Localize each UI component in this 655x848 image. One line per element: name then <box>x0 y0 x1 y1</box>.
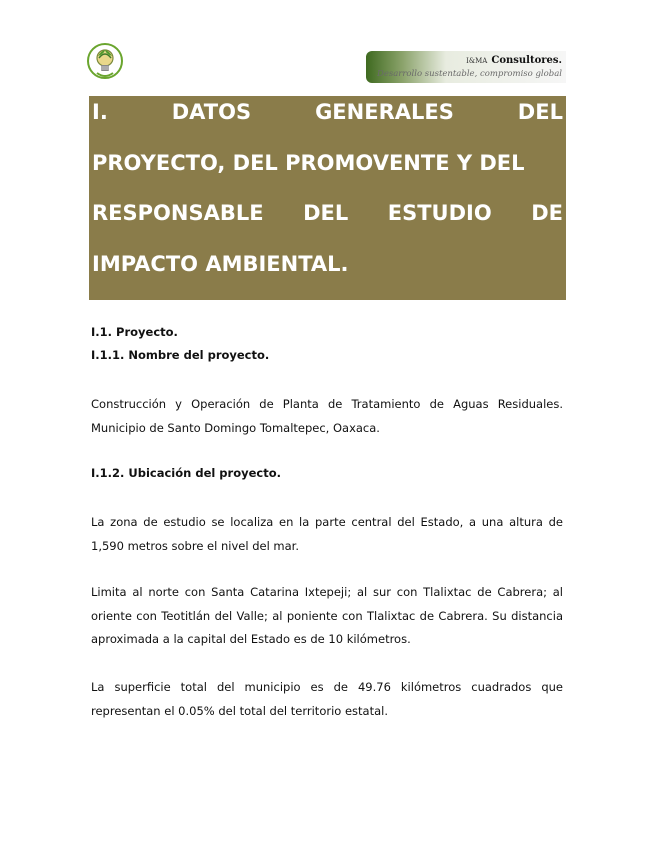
chapter-title-box <box>89 96 566 300</box>
title-word: GENERALES <box>315 100 454 124</box>
paragraph-location: La zona de estudio se localiza en la parte central del Estado, a una altura de 1,590 metros sobre el nivel del mar. <box>91 515 563 553</box>
brand-title <box>466 55 562 66</box>
section-heading-nombre: I.1.1. Nombre del proyecto. <box>91 348 270 362</box>
title-word: DEL <box>303 201 349 225</box>
brand-tagline: Desarrollo sustentable, compromiso global <box>377 69 562 79</box>
company-logo <box>87 42 123 84</box>
paragraph-project-name: Construcción y Operación de Planta de Tratamiento de Aguas Residuales. Municipio de Santo Domingo Tomaltepec, Oaxaca. <box>91 397 563 435</box>
section-heading-ubicacion: I.1.2. Ubicación del proyecto. <box>91 466 281 480</box>
brand-name: Consultores. <box>491 55 562 66</box>
paragraph-boundaries: Limita al norte con Santa Catarina Ixtepeji; al sur con Tlalixtac de Cabrera; al oriente con Teotitlán del Valle; al poniente con Tlalixtac de Cabrera. Su distancia aproximada a la capital del Estado es de 10 kilómetros. <box>91 585 563 646</box>
title-word: DEL <box>517 100 563 124</box>
title-word: DE <box>531 201 563 225</box>
chapter-title-line-3 <box>92 200 563 226</box>
chapter-title-line-4: IMPACTO AMBIENTAL. <box>92 252 349 276</box>
brand-initials: I&MA <box>466 57 488 65</box>
title-word: I. <box>92 100 108 124</box>
lightbulb-globe-icon <box>87 42 123 84</box>
brand-banner <box>366 51 566 83</box>
title-word: DATOS <box>171 100 252 124</box>
title-word: RESPONSABLE <box>92 201 264 225</box>
section-heading-proyecto: I.1. Proyecto. <box>91 325 178 339</box>
chapter-title-line-1 <box>92 99 563 125</box>
paragraph-surface: La superficie total del municipio es de 49.76 kilómetros cuadrados que representan el 0.05% del total del territorio estatal. <box>91 680 563 718</box>
chapter-title-line-2: PROYECTO, DEL PROMOVENTE Y DEL <box>92 151 525 175</box>
title-word: ESTUDIO <box>387 201 492 225</box>
